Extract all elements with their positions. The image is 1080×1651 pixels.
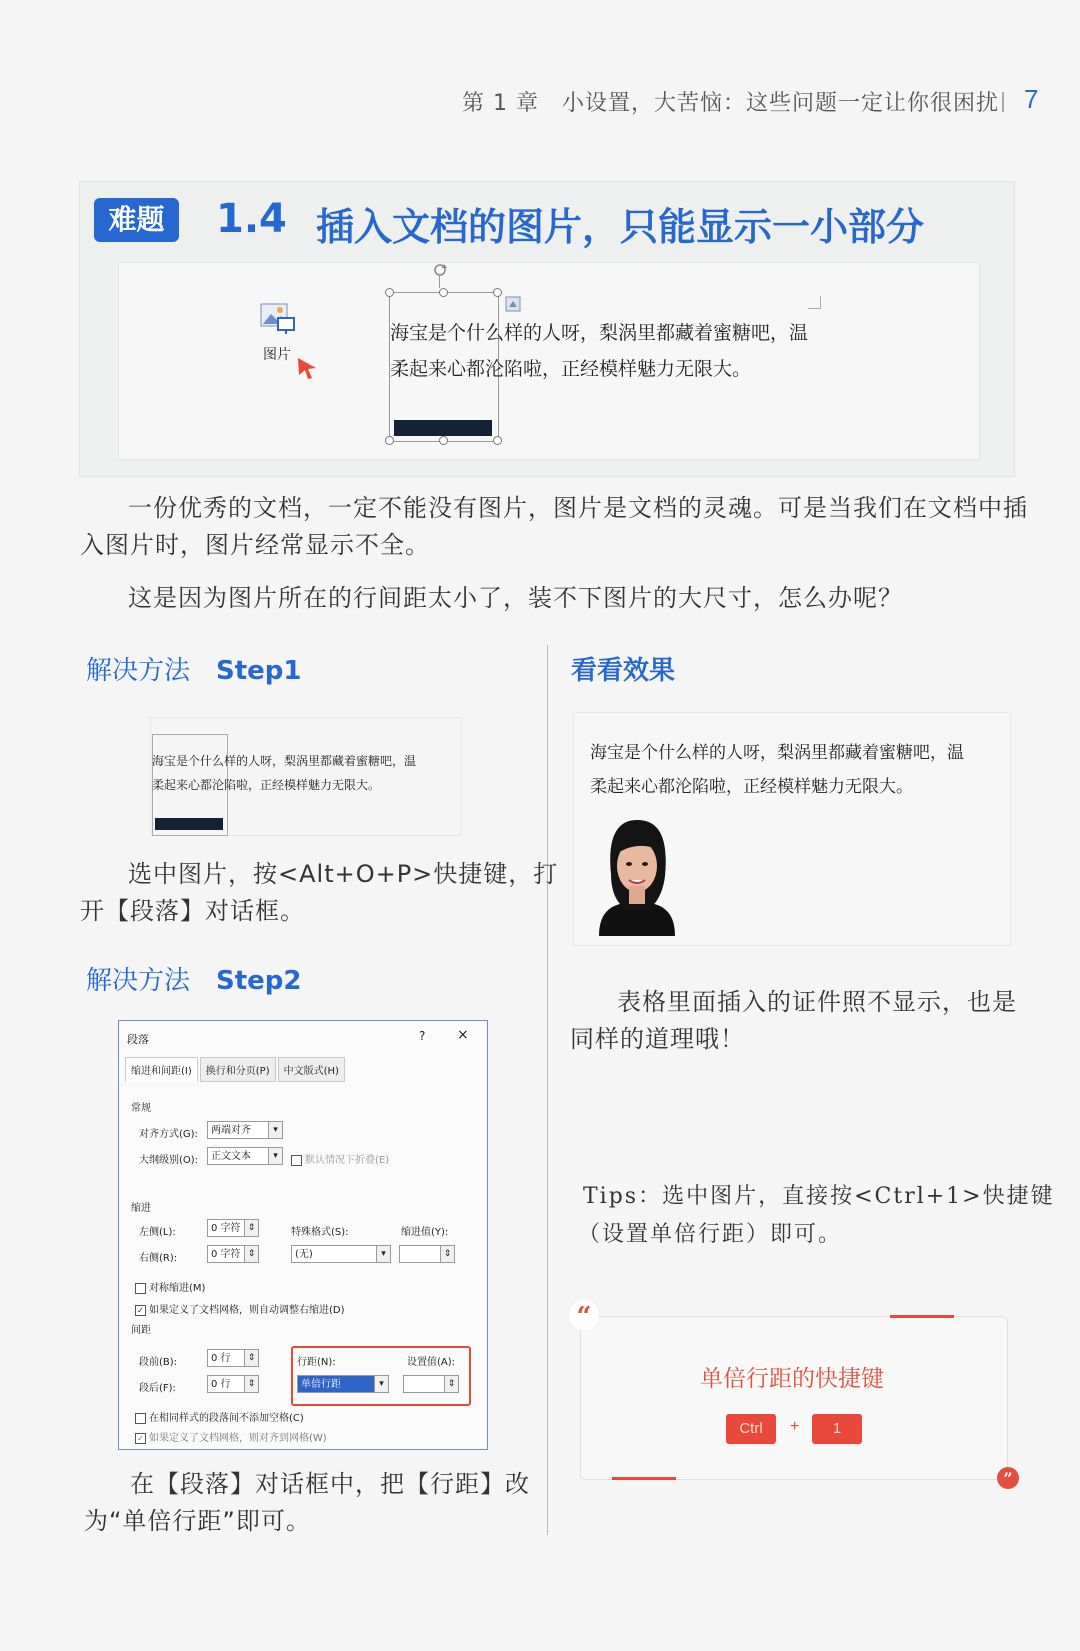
left-indent-label: 左侧(L): bbox=[139, 1227, 176, 1238]
tab-line-page-breaks[interactable]: 换行和分页(P) bbox=[200, 1057, 276, 1082]
alignment-select[interactable] bbox=[207, 1121, 283, 1139]
collapse-label: 默认情况下折叠(E) bbox=[305, 1155, 390, 1166]
step2-description: 在【段落】对话框中，把【行距】改 bbox=[130, 1470, 530, 1498]
resize-handle bbox=[439, 436, 448, 445]
clipped-image-strip bbox=[394, 420, 492, 436]
space-before-spinner[interactable] bbox=[207, 1349, 259, 1367]
step1-description: 开【段落】对话框。 bbox=[80, 897, 305, 925]
resize-handle bbox=[385, 288, 394, 297]
key-ctrl: Ctrl bbox=[726, 1414, 776, 1444]
result-note: 表格里面插入的证件照不显示，也是 bbox=[617, 988, 1017, 1016]
space-after-label: 段后(F): bbox=[139, 1383, 176, 1394]
spinner-arrows-icon: ⇕ bbox=[244, 1246, 258, 1262]
cursor-arrow-icon bbox=[296, 356, 318, 380]
resize-handle bbox=[439, 288, 448, 297]
close-button[interactable]: × bbox=[457, 1027, 469, 1043]
snap-grid-label: 如果定义了文档网格，则对齐到网格(W) bbox=[149, 1433, 327, 1444]
indent-by-spinner[interactable] bbox=[399, 1245, 455, 1263]
id-photo bbox=[589, 814, 685, 936]
running-head: 第 1 章 小设置，大苦恼：这些问题一定让你很困扰 bbox=[462, 91, 999, 116]
result-heading: 看看效果 bbox=[571, 656, 676, 686]
margin-corner-mark bbox=[808, 296, 821, 309]
tips-text: Tips：选中图片，直接按<Ctrl+1>快捷键 bbox=[583, 1184, 1055, 1209]
alignment-label: 对齐方式(G): bbox=[139, 1129, 198, 1140]
page-number: 7 bbox=[1024, 84, 1039, 114]
checkbox-icon bbox=[291, 1155, 302, 1166]
demo-text-line: 海宝是个什么样的人呀，梨涡里都藏着蜜糖吧，温 bbox=[390, 322, 809, 344]
result-text-line: 海宝是个什么样的人呀，梨涡里都藏着蜜糖吧，温 bbox=[590, 743, 964, 763]
card-accent bbox=[890, 1315, 954, 1318]
key-1: 1 bbox=[812, 1414, 862, 1444]
mirror-indent-checkbox[interactable] bbox=[135, 1279, 205, 1294]
shortcut-card bbox=[580, 1316, 1008, 1480]
right-indent-value: 0 字符 bbox=[211, 1249, 241, 1260]
chevron-down-icon: ▾ bbox=[268, 1148, 282, 1164]
header-divider bbox=[1002, 92, 1004, 112]
special-indent-value: (无) bbox=[295, 1249, 313, 1260]
dialog-title: 段落 bbox=[127, 1033, 149, 1046]
spinner-arrows-icon: ⇕ bbox=[440, 1246, 454, 1262]
tips-text: （设置单倍行距）即可。 bbox=[578, 1222, 843, 1247]
space-before-label: 段前(B): bbox=[139, 1357, 178, 1368]
tab-asian-typography[interactable]: 中文版式(H) bbox=[278, 1057, 345, 1082]
section-title: 插入文档的图片，只能显示一小部分 bbox=[316, 205, 925, 249]
column-divider bbox=[547, 645, 548, 1535]
chevron-down-icon: ▾ bbox=[268, 1122, 282, 1138]
step1-demo-line: 柔起来心都沦陷啦，正经模样魅力无限大。 bbox=[152, 778, 381, 792]
section-indent: 缩进 bbox=[131, 1203, 151, 1214]
grid-indent-checkbox[interactable] bbox=[135, 1301, 345, 1316]
spinner-arrows-icon: ⇕ bbox=[244, 1350, 258, 1366]
close-quote-icon: ” bbox=[997, 1467, 1019, 1489]
line-spacing-select[interactable] bbox=[297, 1375, 389, 1393]
paragraph-dialog bbox=[118, 1020, 488, 1450]
card-accent bbox=[612, 1477, 676, 1480]
resize-handle bbox=[493, 288, 502, 297]
line-spacing-value: 单倍行距 bbox=[301, 1379, 341, 1390]
key-plus: + bbox=[790, 1418, 800, 1435]
no-space-checkbox[interactable] bbox=[135, 1409, 304, 1424]
space-after-value: 0 行 bbox=[211, 1379, 231, 1390]
checkbox-checked-icon: ✓ bbox=[135, 1433, 146, 1444]
section-spacing: 间距 bbox=[131, 1325, 151, 1336]
picture-icon bbox=[260, 303, 296, 335]
right-indent-spinner[interactable] bbox=[207, 1245, 259, 1263]
shortcut-title: 单倍行距的快捷键 bbox=[700, 1366, 884, 1392]
step1-label: Step1 bbox=[216, 656, 302, 686]
intro-paragraph-line: 一份优秀的文档，一定不能没有图片，图片是文档的灵魂。可是当我们在文档中插 bbox=[128, 494, 1028, 522]
section-number: 1.4 bbox=[216, 196, 287, 242]
picture-icon-label: 图片 bbox=[263, 347, 291, 363]
special-indent-label: 特殊格式(S): bbox=[291, 1227, 349, 1238]
outline-level-value: 正文文本 bbox=[211, 1151, 251, 1162]
demo-text-line: 柔起来心都沦陷啦，正经模样魅力无限大。 bbox=[390, 358, 752, 380]
checkbox-icon bbox=[135, 1413, 146, 1424]
outline-level-label: 大纲级别(O): bbox=[139, 1155, 199, 1166]
tab-indent-spacing[interactable]: 缩进和间距(I) bbox=[125, 1057, 198, 1082]
indent-by-label: 缩进值(Y): bbox=[401, 1227, 449, 1238]
snap-grid-checkbox[interactable] bbox=[135, 1429, 327, 1444]
set-value-label: 设置值(A): bbox=[407, 1357, 456, 1368]
collapse-checkbox[interactable] bbox=[291, 1151, 389, 1166]
space-after-spinner[interactable] bbox=[207, 1375, 259, 1393]
open-quote-icon: “ bbox=[569, 1300, 599, 1330]
no-space-label: 在相同样式的段落间不添加空格(C) bbox=[149, 1413, 304, 1424]
grid-indent-label: 如果定义了文档网格，则自动调整右缩进(D) bbox=[149, 1305, 345, 1316]
resize-handle bbox=[385, 436, 394, 445]
step1-heading-label: 解决方法 bbox=[86, 656, 191, 686]
intro-paragraph: 这是因为图片所在的行间距太小了，装不下图片的大尺寸，怎么办呢？ bbox=[128, 584, 903, 612]
result-text-line: 柔起来心都沦陷啦，正经模样魅力无限大。 bbox=[590, 777, 913, 797]
checkbox-checked-icon: ✓ bbox=[135, 1305, 146, 1316]
help-button[interactable]: ? bbox=[419, 1029, 426, 1043]
spinner-arrows-icon: ⇕ bbox=[444, 1376, 458, 1392]
left-indent-value: 0 字符 bbox=[211, 1223, 241, 1234]
intro-paragraph-line: 入图片时，图片经常显示不全。 bbox=[80, 531, 430, 559]
dialog-tabs bbox=[125, 1057, 345, 1082]
section-general: 常规 bbox=[131, 1103, 151, 1114]
resize-handle bbox=[493, 436, 502, 445]
chevron-down-icon: ▾ bbox=[374, 1376, 388, 1392]
result-note: 同样的道理哦！ bbox=[570, 1025, 745, 1053]
mirror-indent-label: 对称缩进(M) bbox=[149, 1283, 206, 1294]
space-before-value: 0 行 bbox=[211, 1353, 231, 1364]
rotate-handle-icon bbox=[432, 262, 448, 278]
step2-heading-label: 解决方法 bbox=[86, 966, 191, 996]
right-indent-label: 右侧(R): bbox=[139, 1253, 178, 1264]
line-spacing-label: 行距(N): bbox=[297, 1357, 336, 1368]
step2-description: 为“单倍行距”即可。 bbox=[84, 1507, 311, 1535]
step1-description: 选中图片，按<Alt+O+P>快捷键，打 bbox=[128, 860, 559, 888]
alignment-value: 两端对齐 bbox=[211, 1125, 251, 1136]
step1-heading bbox=[86, 650, 302, 687]
step2-label: Step2 bbox=[216, 966, 302, 996]
step1-clipped-strip bbox=[155, 818, 223, 830]
spinner-arrows-icon: ⇕ bbox=[244, 1220, 258, 1236]
difficulty-tag: 难题 bbox=[94, 198, 179, 242]
rotate-stem bbox=[439, 275, 440, 288]
chevron-down-icon: ▾ bbox=[376, 1246, 390, 1262]
step2-heading bbox=[86, 960, 302, 997]
left-indent-spinner[interactable] bbox=[207, 1219, 259, 1237]
set-value-spinner[interactable] bbox=[403, 1375, 459, 1393]
spinner-arrows-icon: ⇕ bbox=[244, 1376, 258, 1392]
step1-demo-line: 海宝是个什么样的人呀，梨涡里都藏着蜜糖吧，温 bbox=[152, 754, 417, 768]
checkbox-icon bbox=[135, 1283, 146, 1294]
outline-level-select[interactable] bbox=[207, 1147, 283, 1165]
layout-options-icon bbox=[505, 296, 521, 312]
special-indent-select[interactable] bbox=[291, 1245, 391, 1263]
